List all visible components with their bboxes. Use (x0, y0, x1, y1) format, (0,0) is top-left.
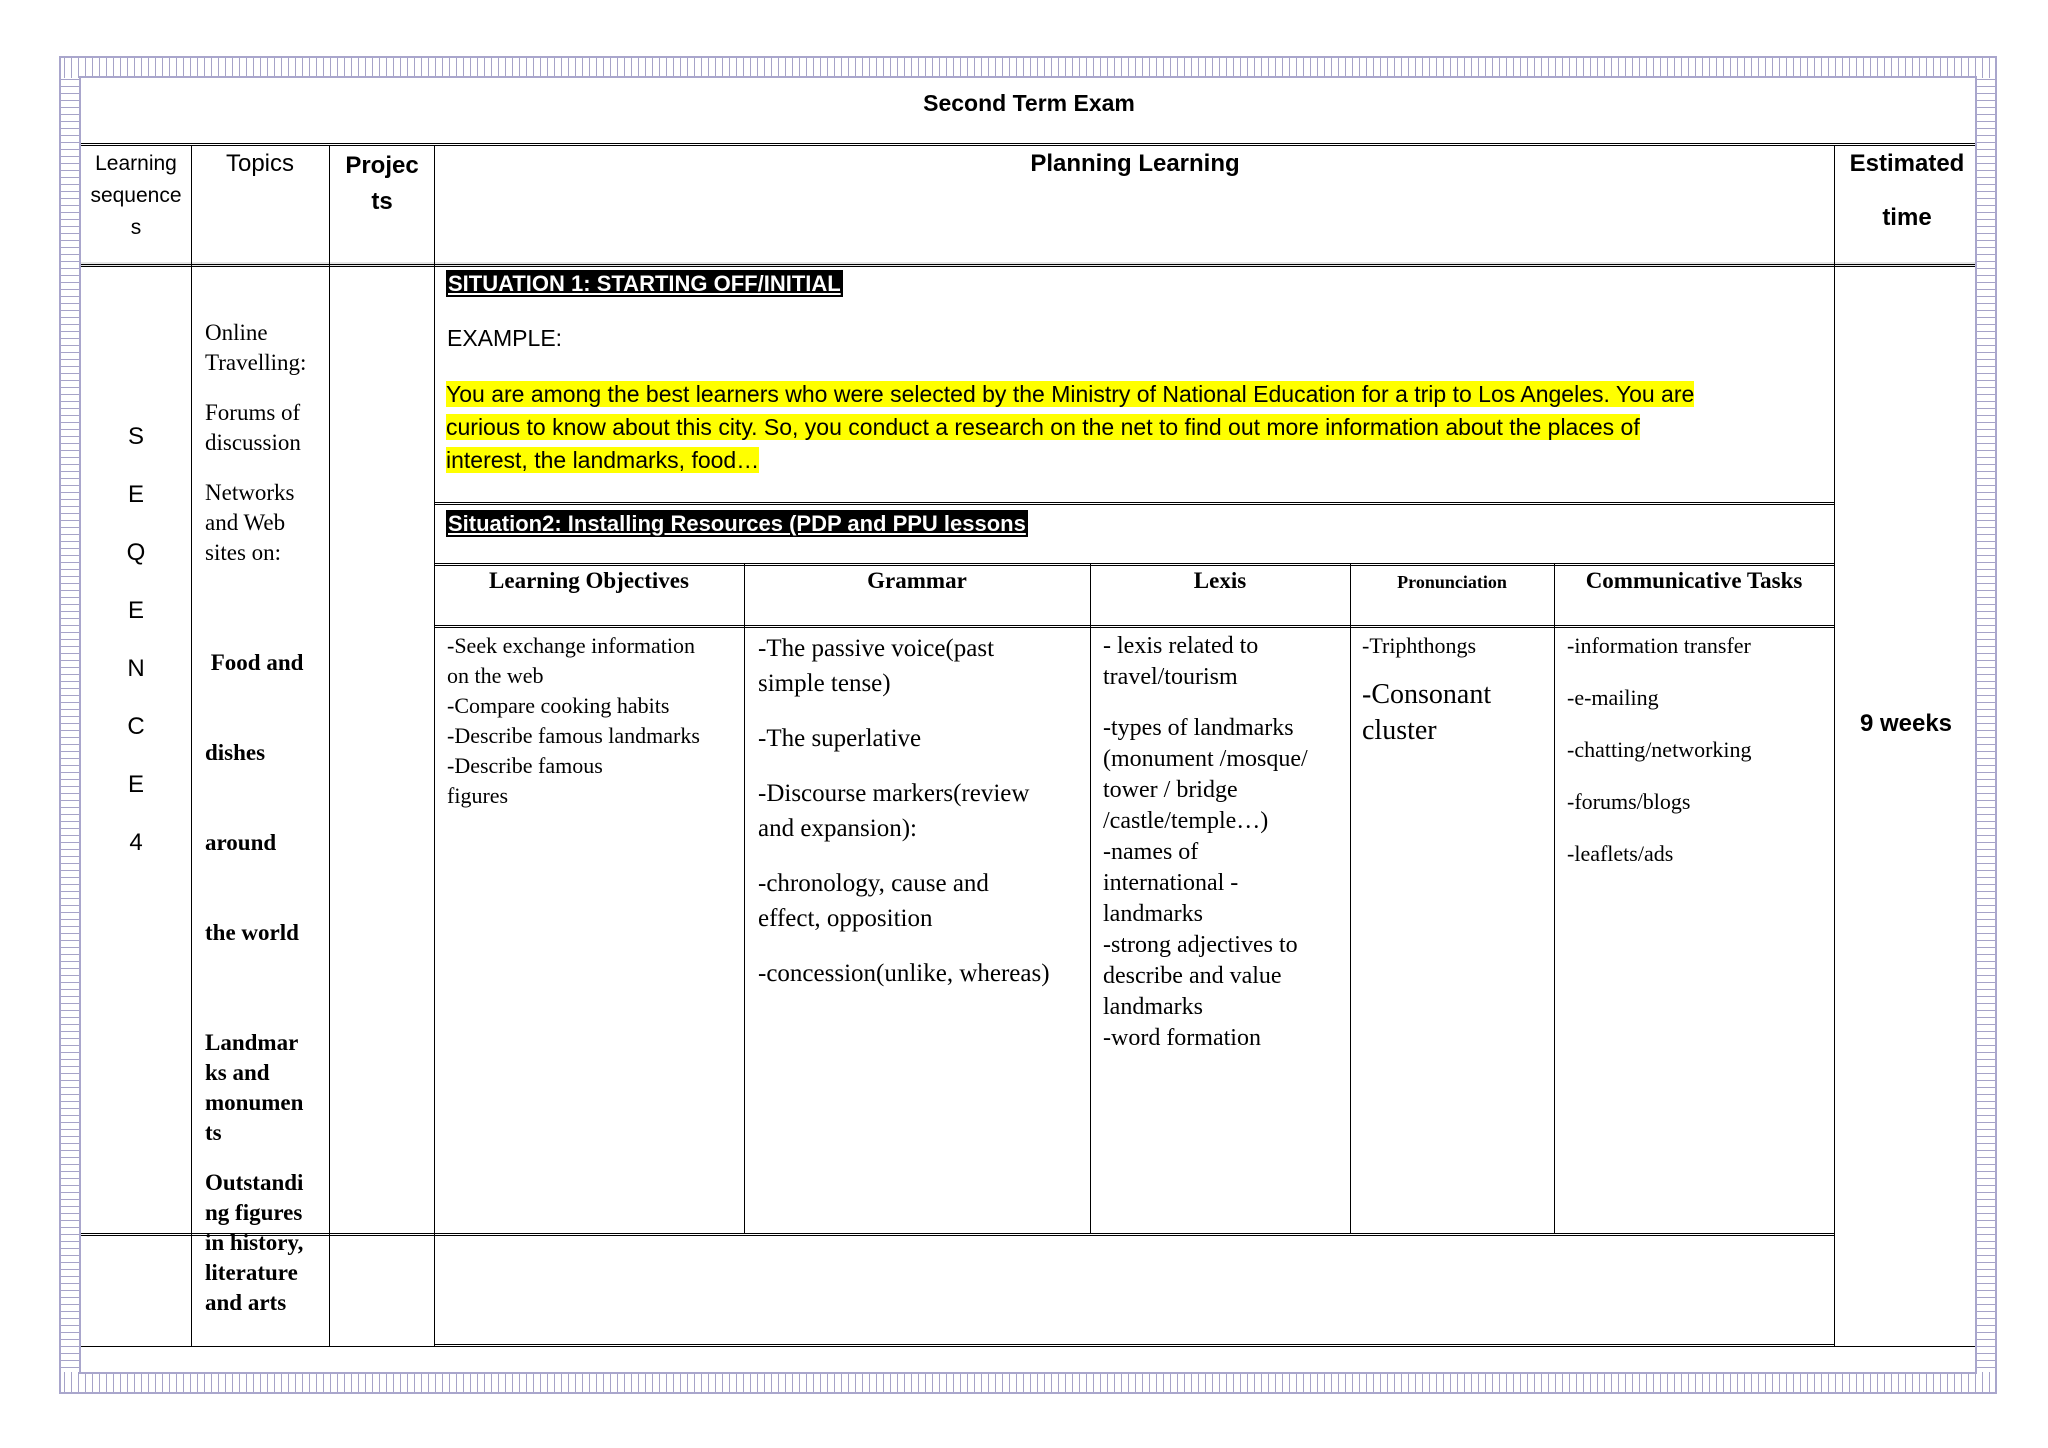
header-text: s (130, 216, 142, 239)
header-planning-learning: Planning Learning (1030, 150, 1240, 177)
col-divider (191, 146, 192, 1346)
sequence-letter: N (127, 655, 145, 682)
list-line: -names of (1103, 839, 1199, 865)
bottom-line (1834, 1346, 1975, 1347)
topic-forums (205, 398, 329, 458)
topic-line: dishes (205, 740, 266, 765)
header-text: time (1882, 204, 1932, 231)
list-line: -The passive voice(past (758, 635, 995, 662)
list-item (758, 721, 1088, 756)
list-line: -Consonant (1362, 679, 1492, 710)
sequence-letter: Q (126, 539, 146, 566)
inner-col-divider (1554, 564, 1555, 1234)
col-header-pronunciation: Pronunciation (1397, 572, 1507, 592)
topic-line: ng figures (205, 1200, 303, 1225)
list-line: (monument /mosque/ (1103, 746, 1308, 772)
list-line: - lexis related to (1103, 633, 1259, 659)
col-header-objectives: Learning Objectives (489, 568, 689, 593)
sequence-letter: 4 (129, 829, 143, 856)
topic-line: the world (205, 920, 299, 945)
topic-line: Landmar (205, 1030, 299, 1055)
list-item (758, 866, 1088, 936)
lexis-list (1103, 631, 1349, 1054)
situation1-example (446, 378, 1831, 477)
header-text: ts (371, 188, 393, 215)
col-header-tasks: Communicative Tasks (1585, 568, 1803, 593)
list-item: -information transfer (1567, 633, 1751, 658)
topic-line: and Web (205, 510, 286, 535)
list-item (1103, 631, 1349, 693)
topic-line: Online (205, 320, 268, 345)
list-line: landmarks (1103, 994, 1203, 1020)
topic-line: around (205, 830, 277, 855)
situation2-title: Situation2: Installing Resources (PDP and PPU lessons (448, 511, 1026, 536)
header-topics: Topics (225, 150, 295, 177)
header-estimated-time (1836, 148, 1978, 234)
list-item: -leaflets/ads (1567, 841, 1674, 866)
list-item: -Seek exchange information (447, 633, 696, 658)
list-line: describe and value (1103, 963, 1282, 989)
list-line: /castle/temple…) (1103, 808, 1269, 834)
topic-line: Outstandi (205, 1170, 304, 1195)
situation-divider (434, 502, 1834, 505)
sequence-letter: S (127, 423, 144, 450)
topic-line: Forums of (205, 400, 301, 425)
col-divider (329, 146, 330, 1346)
bottom-line (81, 1346, 434, 1347)
list-item (1103, 713, 1349, 1054)
list-line: landmarks (1103, 901, 1203, 927)
col-header-lexis: Lexis (1193, 568, 1247, 593)
situation1-title-wrap (446, 270, 843, 297)
situation2-title-wrap (446, 510, 1028, 537)
list-line: -strong adjectives to (1103, 932, 1298, 958)
exam-title: Second Term Exam (923, 90, 1135, 116)
example-line: You are among the best learners who were selected by the Ministry of National Education for a trip to Los Angeles. You are (446, 381, 1695, 407)
list-item: figures (447, 783, 509, 808)
list-item: -forums/blogs (1567, 789, 1691, 814)
list-item (758, 956, 1088, 991)
inner-header-divider (434, 625, 1834, 628)
list-item: -Triphthongs (1362, 633, 1477, 658)
list-item (758, 631, 1088, 701)
topic-line: and arts (205, 1290, 287, 1315)
list-line: -The superlative (758, 725, 922, 752)
example-label: EXAMPLE: (447, 325, 563, 351)
example-line: interest, the landmarks, food… (446, 447, 760, 473)
list-line: -chronology, cause and (758, 870, 989, 897)
col-header-grammar: Grammar (867, 568, 967, 593)
objectives-list (447, 631, 743, 811)
list-item: -Compare cooking habits (447, 693, 670, 718)
list-item: -e-mailing (1567, 685, 1659, 710)
list-line: international - (1103, 870, 1239, 896)
topic-line: Food and (205, 650, 304, 675)
col-divider (434, 146, 435, 1346)
topic-food (205, 588, 329, 1008)
list-line: -Discourse markers(review (758, 780, 1030, 807)
inner-table-top (434, 563, 1834, 566)
topic-line: ts (205, 1120, 222, 1145)
topic-line: sites on: (205, 540, 282, 565)
pronunciation-list (1362, 631, 1552, 749)
sequence-letter: C (127, 713, 145, 740)
topic-networks (205, 478, 329, 568)
list-item: -Describe famous landmarks (447, 723, 700, 748)
topic-line: Travelling: (205, 350, 307, 375)
list-item: on the web (447, 663, 544, 688)
col-divider (1834, 146, 1835, 1346)
header-text: sequence (90, 184, 182, 207)
list-line: -word formation (1103, 1025, 1261, 1051)
header-text: Estimated (1849, 150, 1965, 177)
topic-line: monumen (205, 1090, 304, 1115)
header-learning-sequences (82, 148, 190, 244)
list-line: and expansion): (758, 815, 917, 842)
inner-col-divider (744, 564, 745, 1234)
topic-online-travelling (205, 318, 329, 378)
bottom-row-divider (81, 1233, 1834, 1236)
sequence-letters (82, 423, 190, 887)
grammar-list (758, 631, 1088, 991)
situation1-title: SITUATION 1: STARTING OFF/INITIAL (448, 271, 841, 296)
inner-col-divider (1350, 564, 1351, 1234)
topic-line: ks and (205, 1060, 270, 1085)
tasks-list (1567, 631, 1831, 869)
topics-list (205, 318, 329, 1318)
list-line: cluster (1362, 715, 1437, 746)
list-item (1362, 677, 1552, 749)
title-divider (81, 143, 1975, 146)
list-line: effect, opposition (758, 905, 933, 932)
topic-figures (205, 1168, 329, 1318)
list-line: -types of landmarks (1103, 715, 1294, 741)
sequence-letter: E (127, 771, 144, 798)
list-line: -concession(unlike, whereas) (758, 960, 1050, 987)
list-line: simple tense) (758, 670, 891, 697)
bottom-line (434, 1344, 1834, 1347)
example-line: curious to know about this city. So, you conduct a research on the net to find out more information about the places of (446, 414, 1640, 440)
list-line: travel/tourism (1103, 664, 1238, 690)
topic-line: discussion (205, 430, 301, 455)
list-item: -Describe famous (447, 753, 603, 778)
sequence-letter: E (127, 481, 144, 508)
topic-line: Networks (205, 480, 295, 505)
header-projects (330, 148, 434, 220)
header-text: Projec (345, 152, 419, 179)
topic-line: in history, (205, 1230, 304, 1255)
header-divider (81, 264, 1975, 267)
list-item: -chatting/networking (1567, 737, 1752, 762)
inner-col-divider (1090, 564, 1091, 1234)
list-line: tower / bridge (1103, 777, 1238, 803)
estimated-time-value: 9 weeks (1859, 710, 1953, 737)
sequence-letter: E (127, 597, 144, 624)
topic-landmarks (205, 1028, 329, 1148)
list-item (758, 776, 1088, 846)
header-text: Learning (95, 152, 177, 175)
topic-line: literature (205, 1260, 298, 1285)
